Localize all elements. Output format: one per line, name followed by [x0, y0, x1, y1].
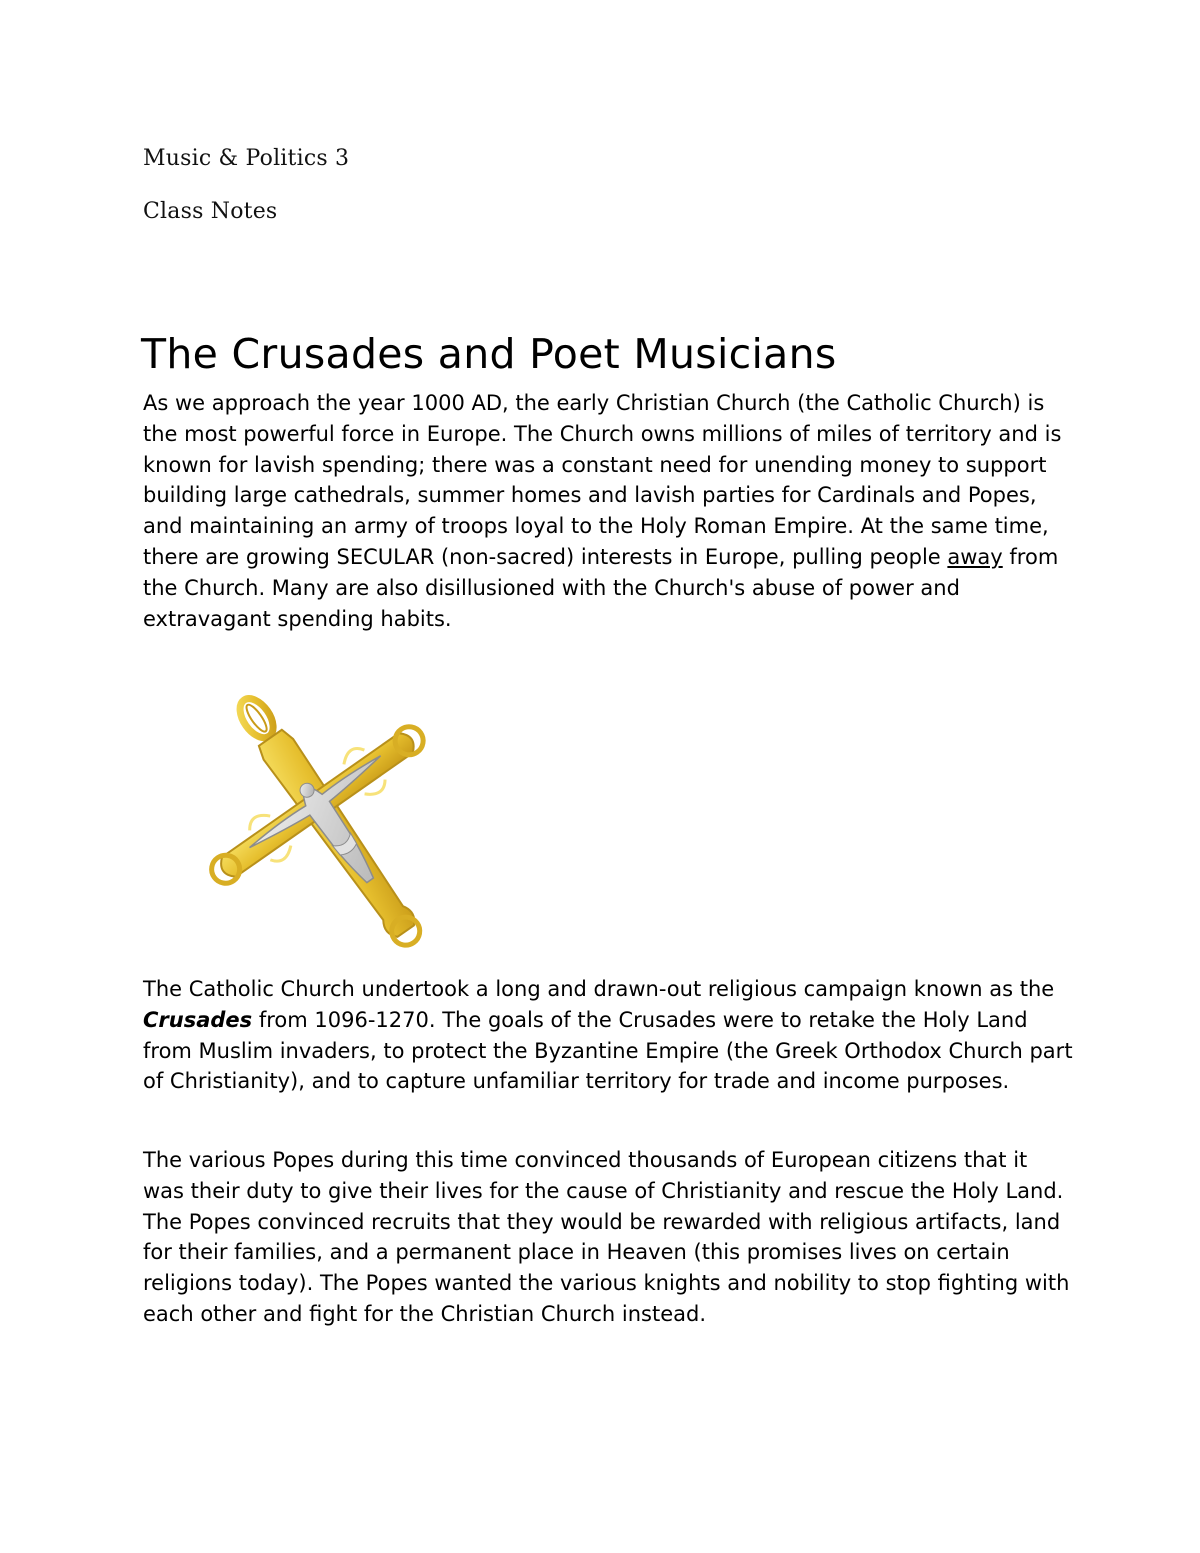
paragraph-crusades-text-b: from 1096-1270. The goals of the Crusades were to retake the Holy Land from Muslim invaders, to protect the Byzantine Empire (the Greek Orthodox Church part of Christianity), and to capture unfamiliar territory for trade and income purposes. — [143, 1007, 1073, 1094]
paragraph-crusades — [143, 974, 1073, 1097]
page-title: The Crusades and Poet Musicians — [141, 330, 837, 378]
paragraph-crusades-text-a: The Catholic Church undertook a long and drawn-out religious campaign known as the — [143, 977, 1055, 1001]
paragraph-intro — [143, 388, 1073, 634]
emphasis-crusades: Crusades — [143, 1007, 253, 1032]
course-title: Music & Politics 3 — [143, 146, 350, 171]
paragraph-intro-text-b: from the Church. Many are also disillusioned with the Church's abuse of power and extravagant spending habits. — [143, 544, 1059, 631]
paragraph-intro-text-a: As we approach the year 1000 AD, the early Christian Church (the Catholic Church) is the most powerful force in Europe. The Church owns millions of miles of territory and is known for lavish spending; there was a constant need for unending money to support building large cathedrals, summer homes and lavish parties for Cardinals and Popes, and maintaining an army of troops loyal to the Holy Roman Empire. At the same time, there are growing SECULAR (non-sacred) interests in Europe, pulling people — [143, 391, 1062, 569]
crucifix-pendant-icon — [170, 688, 490, 958]
class-notes-label: Class Notes — [143, 199, 278, 224]
emphasis-away: away — [947, 544, 1003, 569]
paragraph-popes: The various Popes during this time convinced thousands of European citizens that it was their duty to give their lives for the cause of Christianity and rescue the Holy Land. The Popes convinced recruits that they would be rewarded with religious artifacts, land for their families, and a permanent place in Heaven (this promises lives on certain religions today). The Popes wanted the various knights and nobility to stop fighting with each other and fight for the Christian Church instead. — [143, 1148, 1070, 1326]
